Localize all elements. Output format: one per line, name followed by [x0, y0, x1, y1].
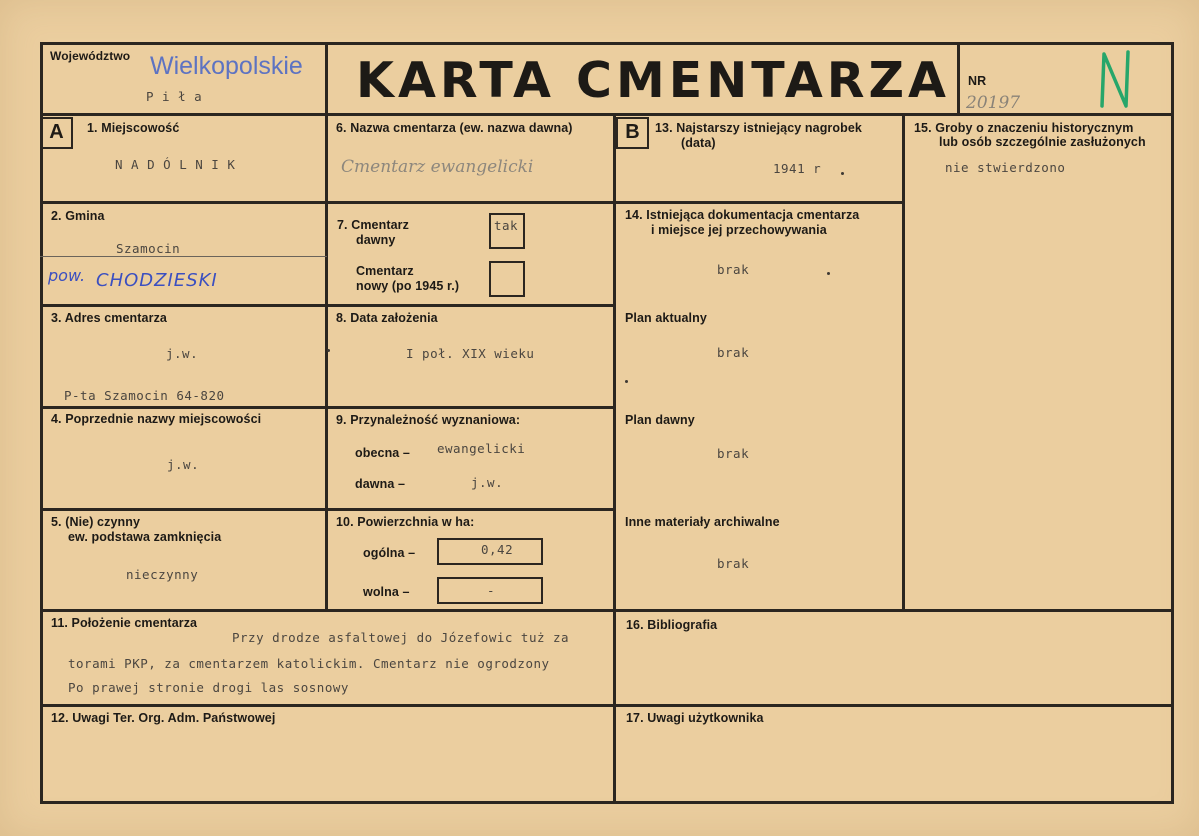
field-8-value: I poł. XIX wieku	[406, 346, 535, 361]
other-materials-label: Inne materiały archiwalne	[625, 515, 780, 529]
field-17-label: 17. Uwagi użytkownika	[626, 711, 764, 725]
section-a-badge: A	[40, 117, 73, 149]
field-2-pow-value: CHODZIESKI	[96, 270, 218, 291]
frame-top	[40, 42, 1174, 45]
field-13-label-1: 13. Najstarszy istniejący nagrobek	[655, 121, 862, 135]
field-5-label-2: ew. podstawa zamknięcia	[68, 530, 222, 544]
field-15-label-1: 15. Groby o znaczeniu historycznym	[914, 121, 1134, 135]
row-sep-5	[40, 609, 1174, 612]
row-sep-1	[40, 201, 615, 204]
field-2-rule	[40, 256, 327, 257]
wojewodztwo-stamp: Wielkopolskie	[150, 52, 303, 80]
field-14-value: brak	[717, 262, 750, 277]
header-sep-1	[325, 42, 328, 114]
field-10-total-value: 0,42	[481, 542, 514, 557]
col-sep-b	[613, 113, 616, 803]
field-7-new-label-2: nowy (po 1945 r.)	[356, 279, 460, 293]
field-10-total-box[interactable]	[437, 538, 543, 565]
row-sep-6	[40, 704, 1174, 707]
field-10-free-box[interactable]	[437, 577, 543, 604]
field-4-label: 4. Poprzednie nazwy miejscowości	[51, 412, 262, 426]
field-8-label: 8. Data założenia	[336, 311, 438, 325]
col-sep-a	[325, 113, 328, 611]
field-6-label: 6. Nazwa cmentarza (ew. nazwa dawna)	[336, 121, 573, 135]
field-15-label-2: lub osób szczególnie zasłużonych	[939, 135, 1146, 149]
field-10-free-label: wolna –	[363, 585, 410, 599]
field-10-free-value: -	[487, 583, 496, 598]
card-title: KARTA CMENTARZA	[356, 52, 950, 109]
field-7-old-checkbox[interactable]	[489, 213, 525, 249]
paper-speck	[327, 349, 330, 352]
col-sep-c	[902, 113, 905, 611]
frame-left	[40, 42, 43, 804]
field-11-label: 11. Położenie cmentarza	[51, 616, 198, 630]
field-11-line-2: torami PKP, za cmentarzem katolickim. Cmentarz nie ogrodzony	[68, 656, 550, 671]
plan-former-label: Plan dawny	[625, 413, 695, 427]
field-15-value: nie stwierdzono	[945, 160, 1066, 175]
field-9-label: 9. Przynależność wyznaniowa:	[336, 413, 521, 427]
field-14-label-1: 14. Istniejąca dokumentacja cmentarza	[625, 208, 860, 222]
field-11-line-3: Po prawej stronie drogi las sosnowy	[68, 680, 349, 695]
paper-speck	[827, 272, 830, 275]
field-16-label: 16. Bibliografia	[626, 618, 718, 632]
section-b-badge: B	[616, 117, 649, 149]
field-12-label: 12. Uwagi Ter. Org. Adm. Państwowej	[51, 711, 276, 725]
field-7-old-label-1: 7. Cmentarz	[337, 218, 409, 232]
field-2-value: Szamocin	[116, 241, 181, 256]
field-9-current-label: obecna –	[355, 446, 410, 460]
field-7-new-checkbox[interactable]	[489, 261, 525, 297]
field-7-old-value: tak	[494, 218, 519, 233]
field-5-value: nieczynny	[126, 567, 199, 582]
field-9-current-value: ewangelicki	[437, 441, 526, 456]
row-sep-1b	[613, 201, 904, 204]
corner-mark	[1092, 46, 1140, 112]
plan-former-value: brak	[717, 446, 750, 461]
plan-current-value: brak	[717, 345, 750, 360]
field-7-new-label-1: Cmentarz	[356, 264, 414, 278]
field-2-pow-prefix: pow.	[48, 266, 86, 285]
wojewodztwo-label: Województwo	[50, 49, 131, 63]
field-1-value: N A D Ó L N I K	[115, 157, 236, 172]
header-sep-2	[957, 42, 960, 114]
field-3-postal: P-ta Szamocin 64-820	[64, 388, 225, 403]
field-13-label-2: (data)	[681, 136, 716, 150]
row-sep-2	[40, 304, 615, 307]
field-10-total-label: ogólna –	[363, 546, 416, 560]
header-divider	[40, 113, 1174, 116]
row-sep-4	[40, 508, 615, 511]
nr-label: NR	[968, 74, 987, 88]
paper-speck	[625, 380, 628, 383]
field-11-line-1: Przy drodze asfaltowej do Józefowic tuż za	[232, 630, 570, 645]
paper-speck	[841, 172, 844, 175]
field-3-value: j.w.	[166, 346, 199, 361]
frame-bottom	[40, 801, 1174, 804]
field-9-former-label: dawna –	[355, 477, 406, 491]
field-13-value: 1941 r	[773, 161, 822, 176]
other-materials-value: brak	[717, 556, 750, 571]
wojewodztwo-typed: P i ł a	[146, 89, 203, 104]
row-sep-3	[40, 406, 615, 409]
field-5-label-1: 5. (Nie) czynny	[51, 515, 141, 529]
field-10-label: 10. Powierzchnia w ha:	[336, 515, 475, 529]
field-9-former-value: j.w.	[471, 475, 504, 490]
field-4-value: j.w.	[167, 457, 200, 472]
field-1-label: 1. Miejscowość	[87, 121, 180, 135]
field-2-label: 2. Gmina	[51, 209, 105, 223]
field-14-label-2: i miejsce jej przechowywania	[651, 223, 827, 237]
frame-right	[1171, 42, 1174, 804]
field-3-label: 3. Adres cmentarza	[51, 311, 167, 325]
field-6-value: Cmentarz ewangelicki	[341, 157, 534, 177]
field-7-old-label-2: dawny	[356, 233, 396, 247]
nr-value: 20197	[966, 93, 1021, 113]
plan-current-label: Plan aktualny	[625, 311, 707, 325]
